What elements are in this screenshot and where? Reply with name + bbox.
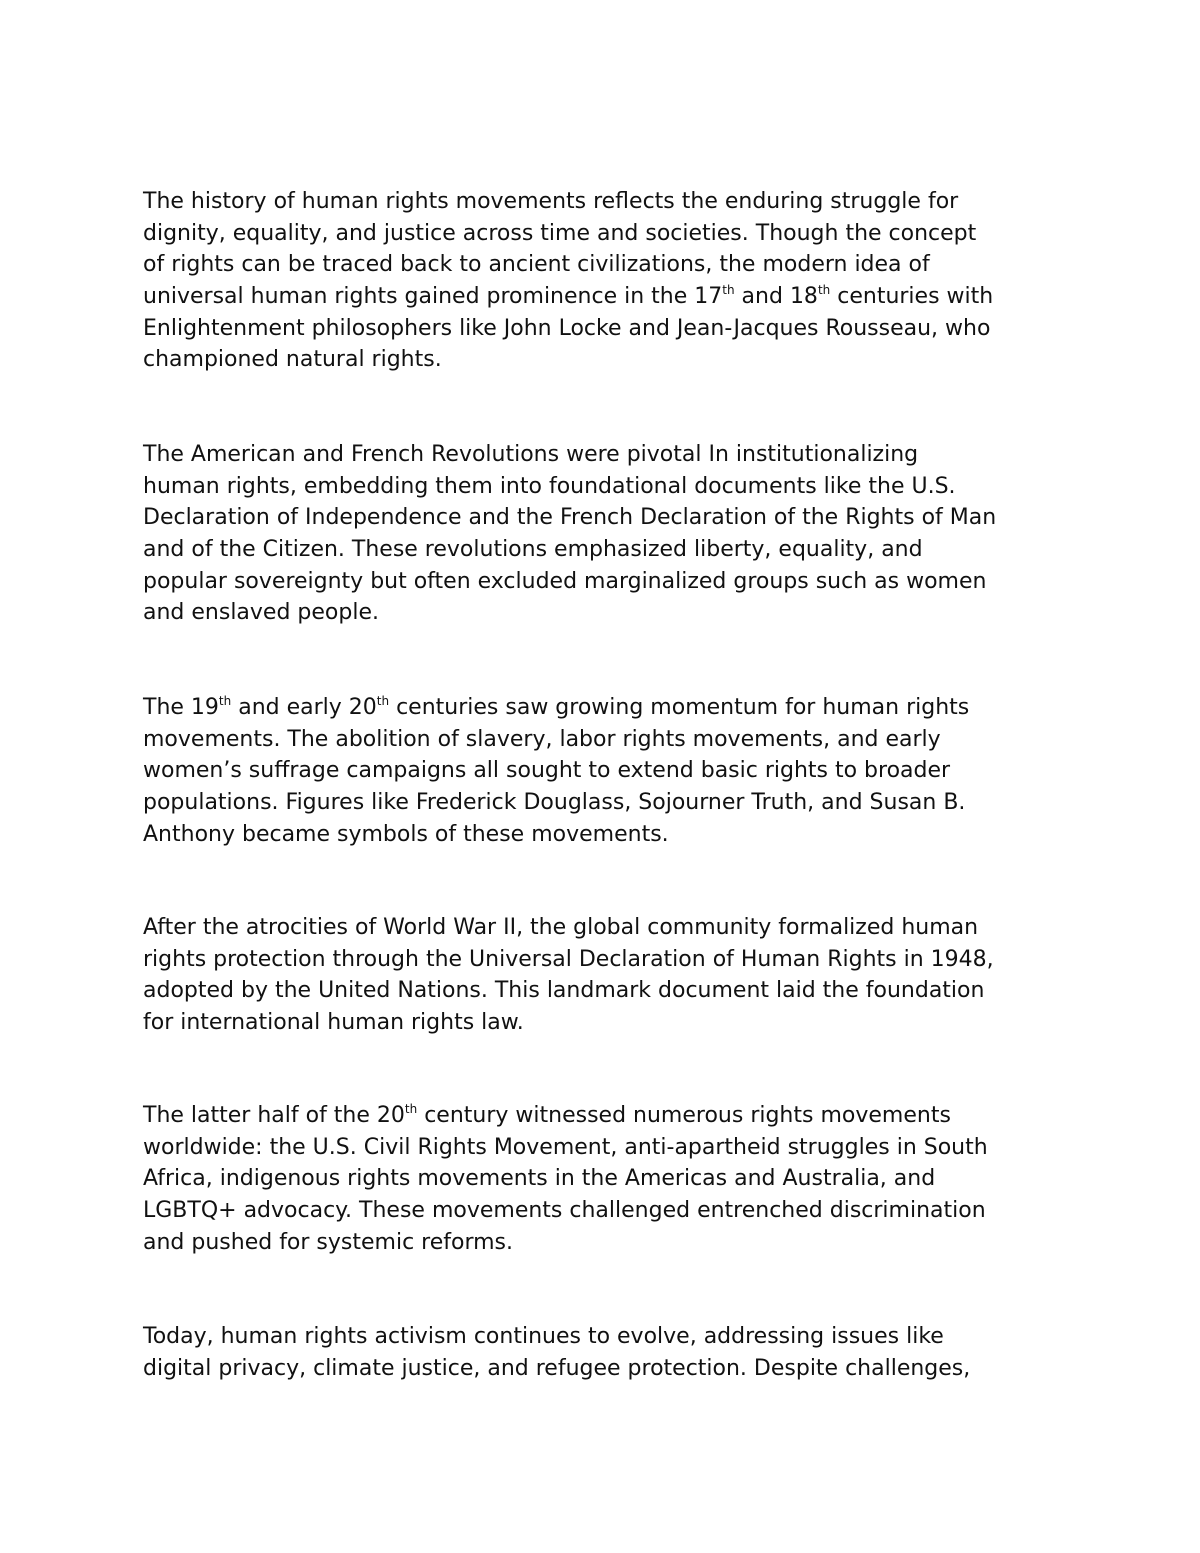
text-line [143,1195,1083,1227]
text-run: Today, human rights activism continues to evolve, addressing issues like [143,1324,944,1349]
text-line [143,566,1083,598]
text-run: popular sovereignty but often excluded marginalized groups such as women [143,568,987,594]
text-run: century witnessed numerous rights movements [417,1103,951,1128]
text-run: The latter half of the 20 [143,1103,405,1128]
text-run: LGBTQ+ advocacy. These movements challenged entrenched discrimination [143,1198,986,1224]
text-run: human rights, embedding them into foundational documents like the U.S. [143,473,956,499]
text-line [143,1007,1083,1039]
text-line [143,787,1083,819]
text-line [143,471,1083,503]
text-line [143,819,1083,851]
text-run: adopted by the United Nations. This landmark document laid the foundation [143,978,985,1004]
text-line [143,1227,1083,1259]
superscript: th [722,283,735,298]
text-line [143,1321,1083,1353]
text-run: centuries saw growing momentum for human rights [389,695,970,720]
text-run: worldwide: the U.S. Civil Rights Movement, anti-apartheid struggles in South [143,1134,988,1160]
text-run: The history of human rights movements reflects the enduring struggle for [143,189,959,214]
text-run: Africa, indigenous rights movements in the Americas and Australia, and [143,1166,936,1192]
text-line [143,1132,1083,1164]
text-run: for international human rights law. [143,1010,524,1036]
text-run: and 18 [734,284,818,310]
text-run: and pushed for systemic reforms. [143,1229,514,1255]
text-line [143,344,1083,376]
text-run: The American and French Revolutions were pivotal In institutionalizing [143,442,919,467]
text-line [143,186,1083,218]
paragraph-revolutions [143,439,1083,629]
text-run: Enlightenment philosophers like John Locke and Jean-Jacques Rousseau, who [143,315,991,341]
text-line [143,755,1083,787]
text-run: dignity, equality, and justice across time and societies. Though the concept [143,220,977,246]
text-run: of rights can be traced back to ancient civilizations, the modern idea of [143,252,930,278]
text-line [143,1353,1083,1385]
text-run: rights protection through the Universal Declaration of Human Rights in 1948, [143,946,994,972]
text-line [143,1163,1083,1195]
text-run: After the atrocities of World War II, the global community formalized human [143,915,979,940]
text-line [143,249,1083,281]
text-run: and of the Citizen. These revolutions emphasized liberty, equality, and [143,537,923,563]
text-run: and enslaved people. [143,600,379,626]
paragraph-19th-20th-centuries [143,692,1083,850]
text-run: women’s suffrage campaigns all sought to extend basic rights to broader [143,758,951,784]
text-run: Anthony became symbols of these movements. [143,821,669,847]
text-line [143,692,1083,724]
text-run: centuries with [830,284,994,310]
text-line [143,281,1083,313]
text-run: populations. Figures like Frederick Douglass, Sojourner Truth, and Susan B. [143,790,966,816]
text-line [143,724,1083,756]
text-run: digital privacy, climate justice, and refugee protection. Despite challenges, [143,1355,971,1381]
text-line [143,975,1083,1007]
superscript: th [376,694,390,708]
text-line [143,1100,1083,1132]
superscript: th [404,1102,418,1116]
text-run: Declaration of Independence and the French Declaration of the Rights of Man [143,505,997,531]
text-line [143,313,1083,345]
text-line [143,534,1083,566]
paragraph-enlightenment [143,186,1083,376]
text-run: movements. The abolition of slavery, labor rights movements, and early [143,726,941,752]
text-run: universal human rights gained prominence in the 17 [143,284,723,310]
superscript: th [817,283,831,298]
text-line [143,218,1083,250]
text-line [143,912,1083,944]
paragraph-today [143,1321,1083,1384]
text-line [143,502,1083,534]
text-line [143,439,1083,471]
text-run: championed natural rights. [143,347,442,373]
text-line [143,597,1083,629]
superscript: th [218,694,232,708]
paragraph-latter-20th-century [143,1100,1083,1258]
paragraph-udhr [143,912,1083,1039]
text-run: The 19 [143,695,219,720]
text-run: and early 20 [231,695,377,720]
text-line [143,944,1083,976]
